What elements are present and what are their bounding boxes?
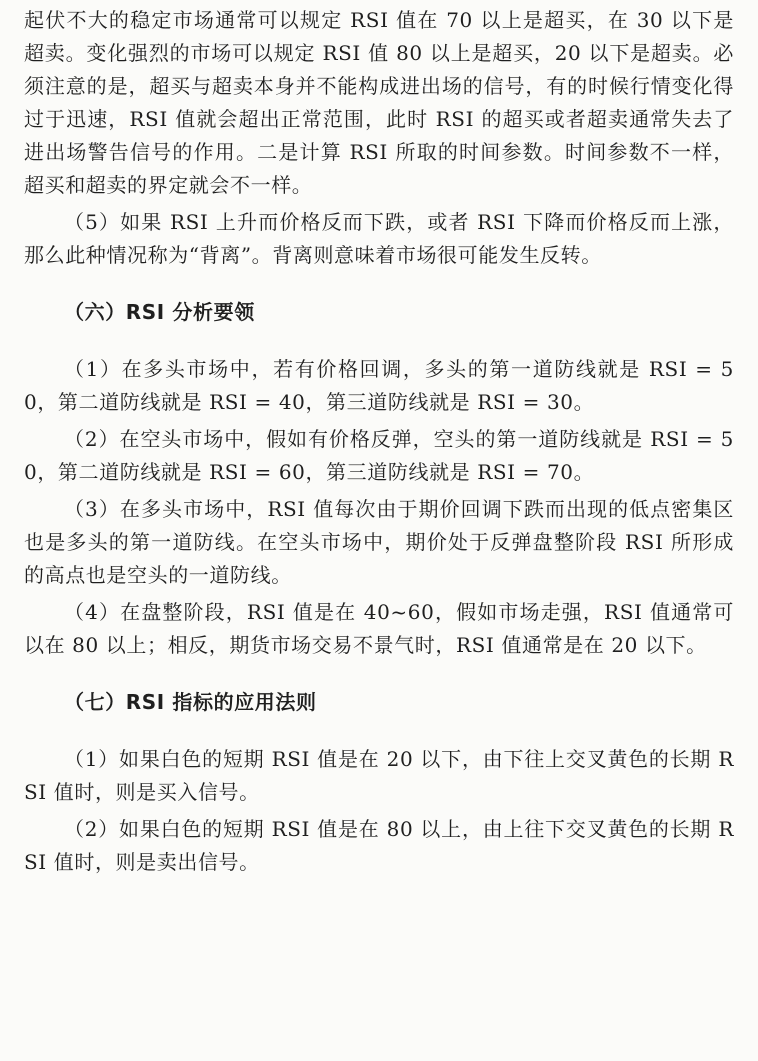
section-7-item-2: （2）如果白色的短期 RSI 值是在 80 以上，由上往下交叉黄色的长期 RSI 值时，则是卖出信号。 — [24, 817, 734, 874]
section-6-heading: （六）RSI 分析要领 — [64, 300, 255, 324]
section-gap — [24, 329, 734, 353]
section-7-heading: （七）RSI 指标的应用法则 — [64, 690, 317, 714]
section-6-item-2: （2）在空头市场中，假如有价格反弹，空头的第一道防线就是 RSI = 50，第二道防线就是 RSI = 60，第三道防线就是 RSI = 70。 — [24, 427, 734, 484]
point-5-paragraph: （5）如果 RSI 上升而价格反而下跌，或者 RSI 下降而价格反而上涨，那么此种情况称为“背离”。背离则意味着市场很可能发生反转。 — [24, 210, 734, 267]
intro-paragraph: 起伏不大的稳定市场通常可以规定 RSI 值在 70 以上是超买，在 30 以下是超卖。变化强烈的市场可以规定 RSI 值 80 以上是超买，20 以下是超卖。必须注意的是，超买与超卖本身并不能构成进出场的信号，有的时候行情变化得过于迅速，RSI 值就会超出正常范围，此时 RSI 的超买或者超卖通常失去了进出场警告信号的作用。二是计算 RSI 所取的时间参数。时间参数不一样，超买和超卖的界定就会不一样。 — [24, 8, 734, 197]
section-6-item-4: （4）在盘整阶段，RSI 值是在 40~60，假如市场走强，RSI 值通常可以在 80 以上；相反，期货市场交易不景气时，RSI 值通常是在 20 以下。 — [24, 600, 734, 657]
section-6-item-1: （1）在多头市场中，若有价格回调，多头的第一道防线就是 RSI = 50，第二道防线就是 RSI = 40，第三道防线就是 RSI = 30。 — [24, 357, 734, 414]
section-6-item-3: （3）在多头市场中，RSI 值每次由于期价回调下跌而出现的低点密集区也是多头的第一道防线。在空头市场中，期价处于反弹盘整阶段 RSI 所形成的高点也是空头的一道防线。 — [24, 497, 734, 587]
section-7-item-1: （1）如果白色的短期 RSI 值是在 20 以下，由下往上交叉黄色的长期 RSI 值时，则是买入信号。 — [24, 747, 734, 804]
section-gap — [24, 662, 734, 686]
section-gap — [24, 719, 734, 743]
section-gap — [24, 272, 734, 296]
